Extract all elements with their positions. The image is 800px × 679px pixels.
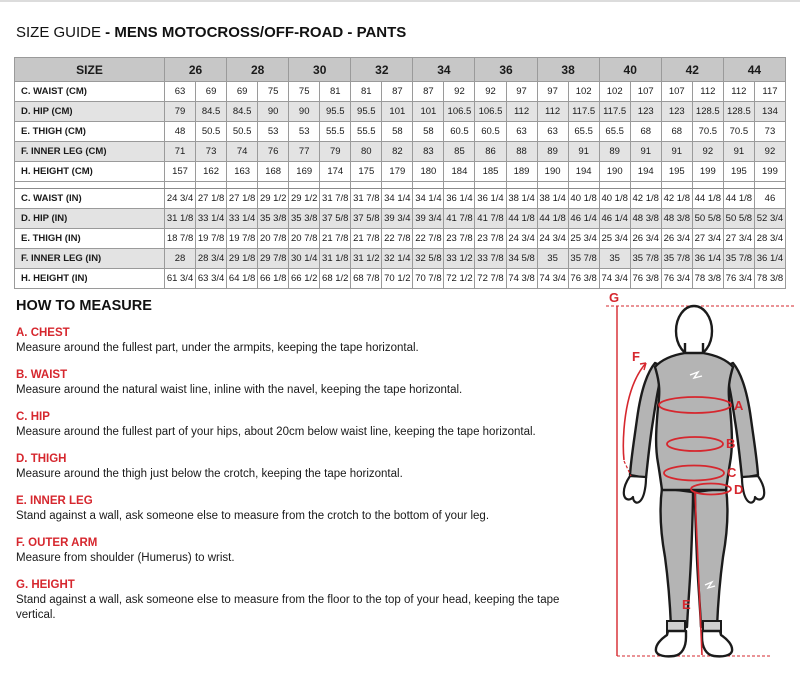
size-value-cell: 53 xyxy=(289,122,320,142)
size-value-cell: 79 xyxy=(320,142,351,162)
size-value-cell: 35 7/8 xyxy=(661,249,692,269)
size-value-cell: 70.5 xyxy=(723,122,754,142)
size-value-cell: 63 xyxy=(165,82,196,102)
size-value-cell: 134 xyxy=(754,102,785,122)
size-value-cell: 40 1/8 xyxy=(568,189,599,209)
size-value-cell: 73 xyxy=(196,142,227,162)
spacer-cell xyxy=(754,182,785,189)
size-value-cell: 69 xyxy=(227,82,258,102)
size-header-42: 42 xyxy=(661,58,723,82)
size-value-cell: 53 xyxy=(258,122,289,142)
spacer-cell xyxy=(15,182,165,189)
size-value-cell: 55.5 xyxy=(351,122,382,142)
spacer-cell xyxy=(320,182,351,189)
size-value-cell: 33 1/4 xyxy=(196,209,227,229)
size-value-cell: 65.5 xyxy=(568,122,599,142)
size-value-cell: 28 3/4 xyxy=(754,229,785,249)
spacer-cell xyxy=(630,182,661,189)
spacer-cell xyxy=(537,182,568,189)
size-value-cell: 73 xyxy=(754,122,785,142)
row-label: D. HIP (IN) xyxy=(15,209,165,229)
size-header-30: 30 xyxy=(289,58,351,82)
size-value-cell: 185 xyxy=(475,162,506,182)
measure-section-outer-arm xyxy=(16,537,602,566)
size-value-cell: 168 xyxy=(258,162,289,182)
row-label: E. THIGH (IN) xyxy=(15,229,165,249)
size-value-cell: 26 3/4 xyxy=(630,229,661,249)
size-value-cell: 68 xyxy=(630,122,661,142)
row-label: F. INNER LEG (CM) xyxy=(15,142,165,162)
measure-section-height xyxy=(16,579,602,623)
size-value-cell: 72 7/8 xyxy=(475,269,506,289)
size-value-cell: 184 xyxy=(444,162,475,182)
size-value-cell: 85 xyxy=(444,142,475,162)
figure-left-foot xyxy=(656,631,686,656)
diagram-label-hip: C xyxy=(727,465,737,480)
size-value-cell: 101 xyxy=(413,102,444,122)
figure-right-foot xyxy=(702,631,732,656)
size-value-cell: 29 1/2 xyxy=(258,189,289,209)
size-value-cell: 50.5 xyxy=(227,122,258,142)
size-value-cell: 25 3/4 xyxy=(599,229,630,249)
size-value-cell: 55.5 xyxy=(320,122,351,142)
size-value-cell: 29 7/8 xyxy=(258,249,289,269)
size-value-cell: 40 1/8 xyxy=(599,189,630,209)
size-value-cell: 41 7/8 xyxy=(444,209,475,229)
measurement-diagram xyxy=(600,289,800,679)
size-value-cell: 87 xyxy=(382,82,413,102)
size-value-cell: 90 xyxy=(258,102,289,122)
measure-label-thigh: D. THIGH xyxy=(16,452,67,465)
size-value-cell: 50 5/8 xyxy=(723,209,754,229)
size-value-cell: 27 1/8 xyxy=(196,189,227,209)
size-value-cell: 74 xyxy=(227,142,258,162)
spacer-cell xyxy=(599,182,630,189)
size-value-cell: 24 3/4 xyxy=(165,189,196,209)
size-value-cell: 36 1/4 xyxy=(754,249,785,269)
size-value-cell: 22 7/8 xyxy=(413,229,444,249)
page-title-prefix: SIZE GUIDE xyxy=(16,24,102,41)
size-value-cell: 66 1/2 xyxy=(289,269,320,289)
spacer-cell xyxy=(568,182,599,189)
size-value-cell: 36 1/4 xyxy=(475,189,506,209)
size-value-cell: 34 1/4 xyxy=(382,189,413,209)
row-label: C. WAIST (CM) xyxy=(15,82,165,102)
measure-label-outer-arm: F. OUTER ARM xyxy=(16,536,98,549)
size-value-cell: 117.5 xyxy=(568,102,599,122)
size-value-cell: 33 1/4 xyxy=(227,209,258,229)
size-value-cell: 66 1/8 xyxy=(258,269,289,289)
size-value-cell: 89 xyxy=(537,142,568,162)
size-header-40: 40 xyxy=(599,58,661,82)
size-value-cell: 68 7/8 xyxy=(351,269,382,289)
size-value-cell: 33 1/2 xyxy=(444,249,475,269)
size-value-cell: 37 5/8 xyxy=(320,209,351,229)
size-value-cell: 81 xyxy=(351,82,382,102)
size-value-cell: 46 xyxy=(754,189,785,209)
diagram-label-height: G xyxy=(609,290,620,305)
size-value-cell: 189 xyxy=(506,162,537,182)
size-value-cell: 102 xyxy=(568,82,599,102)
size-value-cell: 97 xyxy=(537,82,568,102)
size-value-cell: 123 xyxy=(630,102,661,122)
size-value-cell: 31 7/8 xyxy=(351,189,382,209)
size-value-cell: 44 1/8 xyxy=(692,189,723,209)
measure-text-hip: Measure around the fullest part of your hips, about 20cm below waist line, keeping the tape horizontal. xyxy=(16,425,536,438)
size-value-cell: 21 7/8 xyxy=(320,229,351,249)
size-value-cell: 44 1/8 xyxy=(723,189,754,209)
size-value-cell: 75 xyxy=(258,82,289,102)
size-value-cell: 50.5 xyxy=(196,122,227,142)
measure-label-height: G. HEIGHT xyxy=(16,578,75,591)
size-value-cell: 35 7/8 xyxy=(630,249,661,269)
size-value-cell: 35 3/8 xyxy=(289,209,320,229)
size-value-cell: 169 xyxy=(289,162,320,182)
size-value-cell: 80 xyxy=(351,142,382,162)
measure-text-inner-leg: Stand against a wall, ask someone else to measure from the crotch to the bottom of your leg. xyxy=(16,509,490,522)
spacer-cell xyxy=(196,182,227,189)
size-value-cell: 68 xyxy=(661,122,692,142)
size-value-cell: 35 3/8 xyxy=(258,209,289,229)
size-header-36: 36 xyxy=(475,58,537,82)
size-value-cell: 190 xyxy=(537,162,568,182)
figure-left-hand xyxy=(624,476,646,503)
size-value-cell: 31 1/2 xyxy=(351,249,382,269)
size-value-cell: 22 7/8 xyxy=(382,229,413,249)
measure-text-height: Stand against a wall, ask someone else to measure from the floor to the top of your head, keeping the tape vertical. xyxy=(16,593,560,621)
size-value-cell: 21 7/8 xyxy=(351,229,382,249)
measure-label-hip: C. HIP xyxy=(16,410,50,423)
size-value-cell: 70.5 xyxy=(692,122,723,142)
spacer-cell xyxy=(444,182,475,189)
size-value-cell: 72 1/2 xyxy=(444,269,475,289)
size-value-cell: 162 xyxy=(196,162,227,182)
spacer-cell xyxy=(258,182,289,189)
size-value-cell: 38 1/4 xyxy=(537,189,568,209)
diagram-label-waist: B xyxy=(726,436,736,451)
measure-text-waist: Measure around the natural waist line, inline with the navel, keeping the tape horizontal. xyxy=(16,383,463,396)
size-value-cell: 92 xyxy=(754,142,785,162)
size-value-cell: 128.5 xyxy=(692,102,723,122)
size-value-cell: 117.5 xyxy=(599,102,630,122)
size-value-cell: 48 3/8 xyxy=(661,209,692,229)
size-value-cell: 92 xyxy=(475,82,506,102)
size-value-cell: 195 xyxy=(661,162,692,182)
measure-label-inner-leg: E. INNER LEG xyxy=(16,494,93,507)
size-value-cell: 37 5/8 xyxy=(351,209,382,229)
size-header-44: 44 xyxy=(723,58,785,82)
measure-section-thigh xyxy=(16,453,602,482)
size-value-cell: 106.5 xyxy=(444,102,475,122)
size-value-cell: 63 xyxy=(537,122,568,142)
row-label: H. HEIGHT (IN) xyxy=(15,269,165,289)
measure-section-waist xyxy=(16,369,602,398)
diagram-label-inner-leg: E xyxy=(682,597,691,612)
size-value-cell: 101 xyxy=(382,102,413,122)
size-value-cell: 42 1/8 xyxy=(630,189,661,209)
spacer-cell xyxy=(692,182,723,189)
size-value-cell: 48 3/8 xyxy=(630,209,661,229)
size-value-cell: 52 3/4 xyxy=(754,209,785,229)
size-header-26: 26 xyxy=(165,58,227,82)
size-value-cell: 83 xyxy=(413,142,444,162)
size-value-cell: 91 xyxy=(723,142,754,162)
size-value-cell: 69 xyxy=(196,82,227,102)
size-value-cell: 84.5 xyxy=(196,102,227,122)
size-value-cell: 86 xyxy=(475,142,506,162)
measure-section-hip xyxy=(16,411,602,440)
size-value-cell: 112 xyxy=(537,102,568,122)
size-value-cell: 19 7/8 xyxy=(227,229,258,249)
size-value-cell: 81 xyxy=(320,82,351,102)
size-value-cell: 76 3/8 xyxy=(630,269,661,289)
size-value-cell: 163 xyxy=(227,162,258,182)
size-value-cell: 179 xyxy=(382,162,413,182)
body-figure-svg xyxy=(600,289,800,679)
size-value-cell: 68 1/2 xyxy=(320,269,351,289)
how-to-measure-heading: HOW TO MEASURE xyxy=(16,298,152,314)
size-value-cell: 89 xyxy=(599,142,630,162)
diagram-label-outer-arm: F xyxy=(632,349,640,364)
size-value-cell: 32 5/8 xyxy=(413,249,444,269)
size-value-cell: 102 xyxy=(599,82,630,102)
row-label: F. INNER LEG (IN) xyxy=(15,249,165,269)
size-value-cell: 28 3/4 xyxy=(196,249,227,269)
size-value-cell: 58 xyxy=(413,122,444,142)
size-value-cell: 38 1/4 xyxy=(506,189,537,209)
measure-text-outer-arm: Measure from shoulder (Humerus) to wrist. xyxy=(16,551,235,564)
size-value-cell: 91 xyxy=(568,142,599,162)
size-value-cell: 70 1/2 xyxy=(382,269,413,289)
size-value-cell: 76 3/4 xyxy=(723,269,754,289)
measure-text-thigh: Measure around the thigh just below the crotch, keeping the tape horizontal. xyxy=(16,467,403,480)
size-value-cell: 175 xyxy=(351,162,382,182)
size-value-cell: 90 xyxy=(289,102,320,122)
size-value-cell: 39 3/4 xyxy=(413,209,444,229)
row-label: E. THIGH (CM) xyxy=(15,122,165,142)
size-value-cell: 194 xyxy=(568,162,599,182)
size-value-cell: 64 1/8 xyxy=(227,269,258,289)
size-value-cell: 97 xyxy=(506,82,537,102)
size-value-cell: 107 xyxy=(661,82,692,102)
spacer-cell xyxy=(413,182,444,189)
size-value-cell: 92 xyxy=(692,142,723,162)
size-value-cell: 48 xyxy=(165,122,196,142)
size-value-cell: 35 7/8 xyxy=(568,249,599,269)
spacer-cell xyxy=(475,182,506,189)
size-value-cell: 44 1/8 xyxy=(537,209,568,229)
size-value-cell: 106.5 xyxy=(475,102,506,122)
size-value-cell: 107 xyxy=(630,82,661,102)
spacer-cell xyxy=(723,182,754,189)
size-value-cell: 35 xyxy=(537,249,568,269)
spacer-cell xyxy=(382,182,413,189)
size-value-cell: 82 xyxy=(382,142,413,162)
size-value-cell: 31 7/8 xyxy=(320,189,351,209)
page-title-bold: - MENS MOTOCROSS/OFF-ROAD - PANTS xyxy=(101,24,407,41)
size-value-cell: 42 1/8 xyxy=(661,189,692,209)
spacer-cell xyxy=(506,182,537,189)
size-value-cell: 157 xyxy=(165,162,196,182)
size-value-cell: 29 1/2 xyxy=(289,189,320,209)
size-value-cell: 195 xyxy=(723,162,754,182)
size-value-cell: 92 xyxy=(444,82,475,102)
size-header-32: 32 xyxy=(351,58,413,82)
size-value-cell: 65.5 xyxy=(599,122,630,142)
row-label: H. HEIGHT (CM) xyxy=(15,162,165,182)
size-value-cell: 35 7/8 xyxy=(723,249,754,269)
page-title xyxy=(16,24,406,41)
size-value-cell: 123 xyxy=(661,102,692,122)
size-value-cell: 36 1/4 xyxy=(444,189,475,209)
how-to-measure-section xyxy=(16,298,602,623)
size-value-cell: 23 7/8 xyxy=(475,229,506,249)
size-value-cell: 88 xyxy=(506,142,537,162)
size-value-cell: 63 xyxy=(506,122,537,142)
size-value-cell: 74 3/4 xyxy=(537,269,568,289)
size-value-cell: 44 1/8 xyxy=(506,209,537,229)
size-value-cell: 24 3/4 xyxy=(506,229,537,249)
size-value-cell: 20 7/8 xyxy=(258,229,289,249)
size-value-cell: 50 5/8 xyxy=(692,209,723,229)
size-value-cell: 78 3/8 xyxy=(754,269,785,289)
size-value-cell: 77 xyxy=(289,142,320,162)
size-value-cell: 19 7/8 xyxy=(196,229,227,249)
row-label: C. WAIST (IN) xyxy=(15,189,165,209)
size-value-cell: 23 7/8 xyxy=(444,229,475,249)
size-value-cell: 71 xyxy=(165,142,196,162)
size-value-cell: 35 xyxy=(599,249,630,269)
size-value-cell: 79 xyxy=(165,102,196,122)
size-value-cell: 117 xyxy=(754,82,785,102)
size-value-cell: 78 3/8 xyxy=(692,269,723,289)
size-value-cell: 27 1/8 xyxy=(227,189,258,209)
size-value-cell: 34 5/8 xyxy=(506,249,537,269)
size-value-cell: 199 xyxy=(692,162,723,182)
spacer-cell xyxy=(165,182,196,189)
size-value-cell: 46 1/4 xyxy=(599,209,630,229)
measure-label-chest: A. CHEST xyxy=(16,327,70,339)
size-value-cell: 18 7/8 xyxy=(165,229,196,249)
size-value-cell: 128.5 xyxy=(723,102,754,122)
size-value-cell: 174 xyxy=(320,162,351,182)
size-value-cell: 194 xyxy=(630,162,661,182)
size-value-cell: 61 3/4 xyxy=(165,269,196,289)
diagram-label-chest: A xyxy=(734,398,744,413)
size-value-cell: 76 3/8 xyxy=(568,269,599,289)
spacer-cell xyxy=(289,182,320,189)
size-value-cell: 60.5 xyxy=(444,122,475,142)
measure-section-chest xyxy=(16,327,602,356)
size-value-cell: 46 1/4 xyxy=(568,209,599,229)
size-value-cell: 27 3/4 xyxy=(692,229,723,249)
figure-right-hand xyxy=(742,476,764,503)
spacer-cell xyxy=(351,182,382,189)
size-value-cell: 32 1/4 xyxy=(382,249,413,269)
size-value-cell: 34 1/4 xyxy=(413,189,444,209)
size-value-cell: 76 xyxy=(258,142,289,162)
size-value-cell: 24 3/4 xyxy=(537,229,568,249)
measure-label-waist: B. WAIST xyxy=(16,368,68,381)
size-value-cell: 180 xyxy=(413,162,444,182)
size-value-cell: 41 7/8 xyxy=(475,209,506,229)
size-value-cell: 84.5 xyxy=(227,102,258,122)
size-value-cell: 31 1/8 xyxy=(320,249,351,269)
size-value-cell: 95.5 xyxy=(351,102,382,122)
size-value-cell: 95.5 xyxy=(320,102,351,122)
size-value-cell: 112 xyxy=(506,102,537,122)
size-value-cell: 28 xyxy=(165,249,196,269)
size-header-28: 28 xyxy=(227,58,289,82)
size-value-cell: 63 3/4 xyxy=(196,269,227,289)
size-value-cell: 190 xyxy=(599,162,630,182)
size-chart-table xyxy=(14,57,786,289)
size-value-cell: 36 1/4 xyxy=(692,249,723,269)
size-header-38: 38 xyxy=(537,58,599,82)
size-value-cell: 26 3/4 xyxy=(661,229,692,249)
size-column-header: SIZE xyxy=(15,58,165,82)
size-value-cell: 58 xyxy=(382,122,413,142)
size-value-cell: 29 1/8 xyxy=(227,249,258,269)
row-label: D. HIP (CM) xyxy=(15,102,165,122)
size-value-cell: 33 7/8 xyxy=(475,249,506,269)
measure-section-inner-leg xyxy=(16,495,602,524)
size-value-cell: 70 7/8 xyxy=(413,269,444,289)
size-value-cell: 112 xyxy=(692,82,723,102)
size-value-cell: 74 3/4 xyxy=(599,269,630,289)
size-value-cell: 30 1/4 xyxy=(289,249,320,269)
spacer-cell xyxy=(661,182,692,189)
size-value-cell: 25 3/4 xyxy=(568,229,599,249)
size-value-cell: 20 7/8 xyxy=(289,229,320,249)
size-value-cell: 27 3/4 xyxy=(723,229,754,249)
size-value-cell: 91 xyxy=(661,142,692,162)
size-value-cell: 74 3/8 xyxy=(506,269,537,289)
size-value-cell: 31 1/8 xyxy=(165,209,196,229)
diagram-label-thigh: D xyxy=(734,482,744,497)
spacer-cell xyxy=(227,182,258,189)
size-value-cell: 75 xyxy=(289,82,320,102)
size-value-cell: 76 3/4 xyxy=(661,269,692,289)
size-value-cell: 199 xyxy=(754,162,785,182)
size-value-cell: 39 3/4 xyxy=(382,209,413,229)
measure-text-chest: Measure around the fullest part, under the armpits, keeping the tape horizontal. xyxy=(16,342,419,354)
size-value-cell: 60.5 xyxy=(475,122,506,142)
size-value-cell: 91 xyxy=(630,142,661,162)
size-value-cell: 87 xyxy=(413,82,444,102)
size-header-34: 34 xyxy=(413,58,475,82)
size-value-cell: 112 xyxy=(723,82,754,102)
